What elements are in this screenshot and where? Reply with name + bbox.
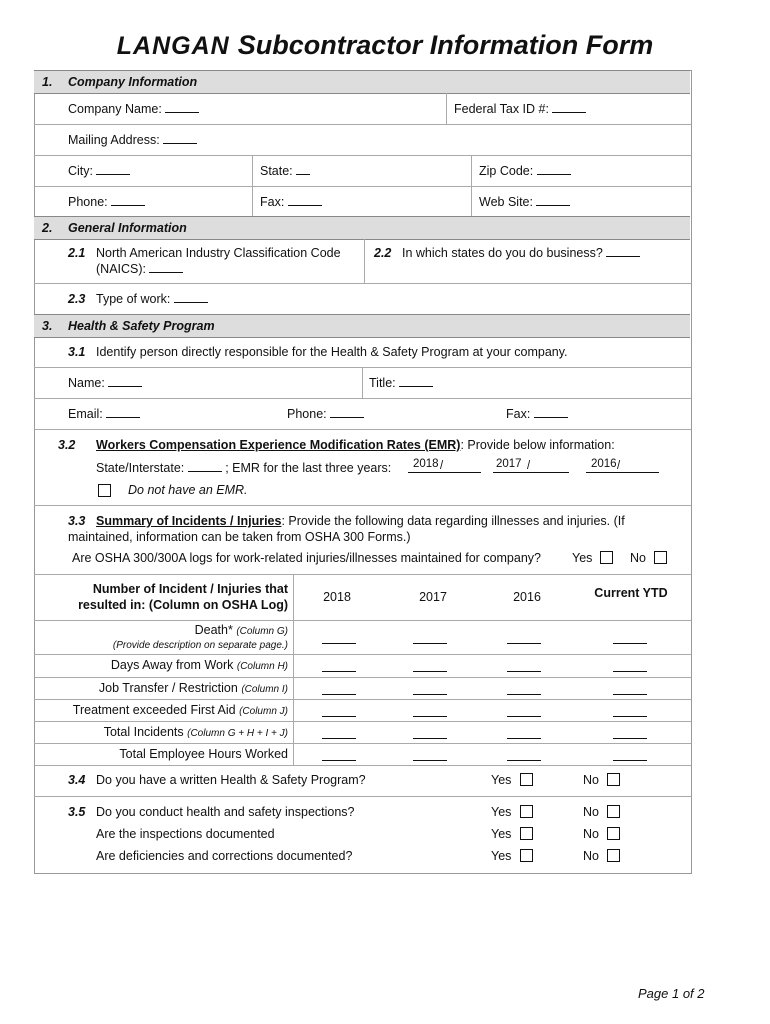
q35-no-label: No <box>583 805 599 819</box>
osha-no-checkbox[interactable] <box>654 551 667 564</box>
q35c-yes-label: Yes <box>491 849 512 863</box>
job-transfer-label: Job Transfer / Restriction <box>98 681 238 695</box>
emr-2017-field[interactable] <box>493 472 569 473</box>
emr-year-2016: 2016 <box>591 458 617 470</box>
web-site-field[interactable] <box>479 195 570 209</box>
q34-no-checkbox[interactable] <box>607 773 620 786</box>
total-hours-label: Total Employee Hours Worked <box>119 747 288 761</box>
form-title: Subcontractor Information Form <box>237 30 654 60</box>
section-2-header <box>34 216 690 240</box>
fax-field[interactable] <box>260 195 322 209</box>
federal-tax-label: Federal Tax ID #: <box>454 102 549 116</box>
state-field[interactable] <box>260 164 310 178</box>
q33-number: 3.3 <box>68 514 86 528</box>
death-star: * <box>227 623 233 637</box>
states-business-field[interactable] <box>402 246 640 260</box>
emr-last-label: ; EMR for the last three years: <box>225 461 392 475</box>
emr-slash-2: / <box>527 460 531 472</box>
col-current-ytd: Current YTD <box>594 586 668 600</box>
section-1-header <box>34 70 690 94</box>
q34-no-label: No <box>583 773 599 787</box>
hs-name-label: Name: <box>68 376 105 390</box>
q21-label: North American Industry Classification Code <box>96 246 341 260</box>
total-incidents-label: Total Incidents <box>103 725 184 739</box>
city-field[interactable] <box>68 164 130 178</box>
total-hours-2017-field[interactable] <box>413 760 447 761</box>
total-incidents-ytd-field[interactable] <box>613 738 647 739</box>
section-1-label: Company Information <box>68 75 198 89</box>
hs-name-field[interactable] <box>68 376 142 390</box>
hs-phone-label: Phone: <box>287 407 327 421</box>
days-away-col: (Column H) <box>236 661 288 672</box>
death-ytd-field[interactable] <box>613 643 647 644</box>
q34-yes-checkbox[interactable] <box>520 773 533 786</box>
q35b-yes-checkbox[interactable] <box>520 827 533 840</box>
q35b-label: Are the inspections documented <box>96 827 275 841</box>
col-2017: 2017 <box>419 590 447 604</box>
q23-number: 2.3 <box>68 292 86 306</box>
hs-email-field[interactable] <box>68 407 140 421</box>
total-incidents-2016-field[interactable] <box>507 738 541 739</box>
no-emr-checkbox[interactable] <box>98 484 111 497</box>
q34-number: 3.4 <box>68 773 86 787</box>
state-label: State: <box>260 164 293 178</box>
table-head-line1: Number of Incident / Injuries that <box>92 582 288 596</box>
q35b-yes-label: Yes <box>491 827 512 841</box>
osha-no-label: No <box>630 551 646 565</box>
fax-label: Fax: <box>260 195 285 209</box>
langan-logo: LANGAN <box>116 32 230 60</box>
hs-fax-field[interactable] <box>506 407 568 421</box>
treatment-label: Treatment exceeded First Aid <box>72 703 236 717</box>
q33-line2: maintained, information can be taken from OSHA 300 Forms.) <box>68 530 411 544</box>
job-transfer-2018-field[interactable] <box>322 694 356 695</box>
job-transfer-col: (Column I) <box>241 684 288 695</box>
phone-field[interactable] <box>68 195 145 209</box>
total-hours-2018-field[interactable] <box>322 760 356 761</box>
zip-label: Zip Code: <box>479 164 534 178</box>
q21-number: 2.1 <box>68 246 86 260</box>
no-emr-label: Do not have an EMR. <box>128 483 248 497</box>
q35-yes-checkbox[interactable] <box>520 805 533 818</box>
death-label: Death <box>194 623 228 637</box>
q35c-no-label: No <box>583 849 599 863</box>
row-job-transfer-label <box>68 681 288 695</box>
days-away-label: Days Away from Work <box>110 658 234 672</box>
type-of-work-field[interactable] <box>96 292 208 306</box>
q35-number: 3.5 <box>68 805 86 819</box>
hs-title-field[interactable] <box>369 376 433 390</box>
q35-no-checkbox[interactable] <box>607 805 620 818</box>
federal-tax-field[interactable] <box>454 102 586 116</box>
page-number: Page 1 of 2 <box>638 986 705 1001</box>
q31-label: Identify person directly responsible for the Health & Safety Program at your company. <box>96 345 568 359</box>
hs-email-label: Email: <box>68 407 103 421</box>
osha-question: Are OSHA 300/300A logs for work-related injuries/illnesses maintained for company? <box>72 551 541 565</box>
death-col: (Column G) <box>236 626 288 637</box>
q35-yes-label: Yes <box>491 805 512 819</box>
state-interstate-field[interactable] <box>96 461 391 475</box>
q34-yes-label: Yes <box>491 773 512 787</box>
job-transfer-ytd-field[interactable] <box>613 694 647 695</box>
q35c-yes-checkbox[interactable] <box>520 849 533 862</box>
emr-year-2018: 2018 <box>413 458 439 470</box>
mailing-address-field[interactable] <box>68 133 197 147</box>
osha-yes-checkbox[interactable] <box>600 551 613 564</box>
treatment-ytd-field[interactable] <box>613 716 647 717</box>
col-2018: 2018 <box>323 590 351 604</box>
death-note: (Provide description on separate page.) <box>112 640 288 651</box>
q31-number: 3.1 <box>68 345 86 359</box>
q32-number: 3.2 <box>58 438 76 452</box>
q23-label: Type of work: <box>96 292 171 306</box>
row-days-away-label <box>68 658 288 672</box>
col-2016: 2016 <box>513 590 541 604</box>
phone-label: Phone: <box>68 195 108 209</box>
table-head-line2: resulted in: (Column on OSHA Log) <box>78 598 288 612</box>
job-transfer-2016-field[interactable] <box>507 694 541 695</box>
q22-number: 2.2 <box>374 246 392 260</box>
total-hours-2016-field[interactable] <box>507 760 541 761</box>
osha-yes-label: Yes <box>572 551 593 565</box>
q35b-no-checkbox[interactable] <box>607 827 620 840</box>
section-3-header <box>34 314 690 338</box>
hs-title-label: Title: <box>369 376 396 390</box>
page-title <box>0 30 770 61</box>
emr-2018-field[interactable] <box>408 472 481 473</box>
q35c-label: Are deficiencies and corrections documented? <box>96 849 353 863</box>
section-1-number: 1. <box>42 75 53 89</box>
death-2016-field[interactable] <box>507 643 541 644</box>
zip-field[interactable] <box>479 164 571 178</box>
state-interstate-label: State/Interstate: <box>96 461 185 475</box>
q33-tail: : Provide the following data regarding illnesses and injuries. (If <box>281 514 625 528</box>
hs-phone-field[interactable] <box>287 407 364 421</box>
city-label: City: <box>68 164 93 178</box>
section-2-label: General Information <box>68 221 187 235</box>
job-transfer-2017-field[interactable] <box>413 694 447 695</box>
row-treatment-label <box>68 703 288 717</box>
days-away-2016-field[interactable] <box>507 671 541 672</box>
row-death-label <box>68 623 288 637</box>
q35-label: Do you conduct health and safety inspections? <box>96 805 355 819</box>
treatment-2017-field[interactable] <box>413 716 447 717</box>
mailing-address-label: Mailing Address: <box>68 133 160 147</box>
treatment-2016-field[interactable] <box>507 716 541 717</box>
section-3-number: 3. <box>42 319 53 333</box>
days-away-ytd-field[interactable] <box>613 671 647 672</box>
q35c-no-checkbox[interactable] <box>607 849 620 862</box>
death-2017-field[interactable] <box>413 643 447 644</box>
q22-label: In which states do you do business? <box>402 246 603 260</box>
naics-field[interactable] <box>96 262 183 276</box>
company-name-label: Company Name: <box>68 102 162 116</box>
days-away-2017-field[interactable] <box>413 671 447 672</box>
q34-label: Do you have a written Health & Safety Program? <box>96 773 366 787</box>
total-incidents-2018-field[interactable] <box>322 738 356 739</box>
company-name-field[interactable] <box>68 102 199 116</box>
treatment-2018-field[interactable] <box>322 716 356 717</box>
total-incidents-2017-field[interactable] <box>413 738 447 739</box>
total-incidents-col: (Column G + H + I + J) <box>187 728 288 739</box>
total-hours-ytd-field[interactable] <box>613 760 647 761</box>
q32-label <box>96 438 615 452</box>
hs-fax-label: Fax: <box>506 407 531 421</box>
naics-label: (NAICS): <box>96 262 146 276</box>
q35b-no-label: No <box>583 827 599 841</box>
section-3-label: Health & Safety Program <box>68 319 215 333</box>
emr-slash-1: / <box>440 460 444 472</box>
q32-tail: : Provide below information: <box>460 438 615 452</box>
q33-label <box>96 514 625 528</box>
q32-heading: Workers Compensation Experience Modification Rates (EMR) <box>96 438 461 452</box>
section-2-number: 2. <box>42 221 53 235</box>
web-site-label: Web Site: <box>479 195 533 209</box>
row-total-incidents-label <box>68 725 288 739</box>
treatment-col: (Column J) <box>239 706 288 717</box>
emr-2016-field[interactable] <box>586 472 659 473</box>
emr-year-2017: 2017 <box>496 458 522 470</box>
days-away-2018-field[interactable] <box>322 671 356 672</box>
q33-heading: Summary of Incidents / Injuries <box>96 514 282 528</box>
death-2018-field[interactable] <box>322 643 356 644</box>
emr-slash-3: / <box>617 460 621 472</box>
